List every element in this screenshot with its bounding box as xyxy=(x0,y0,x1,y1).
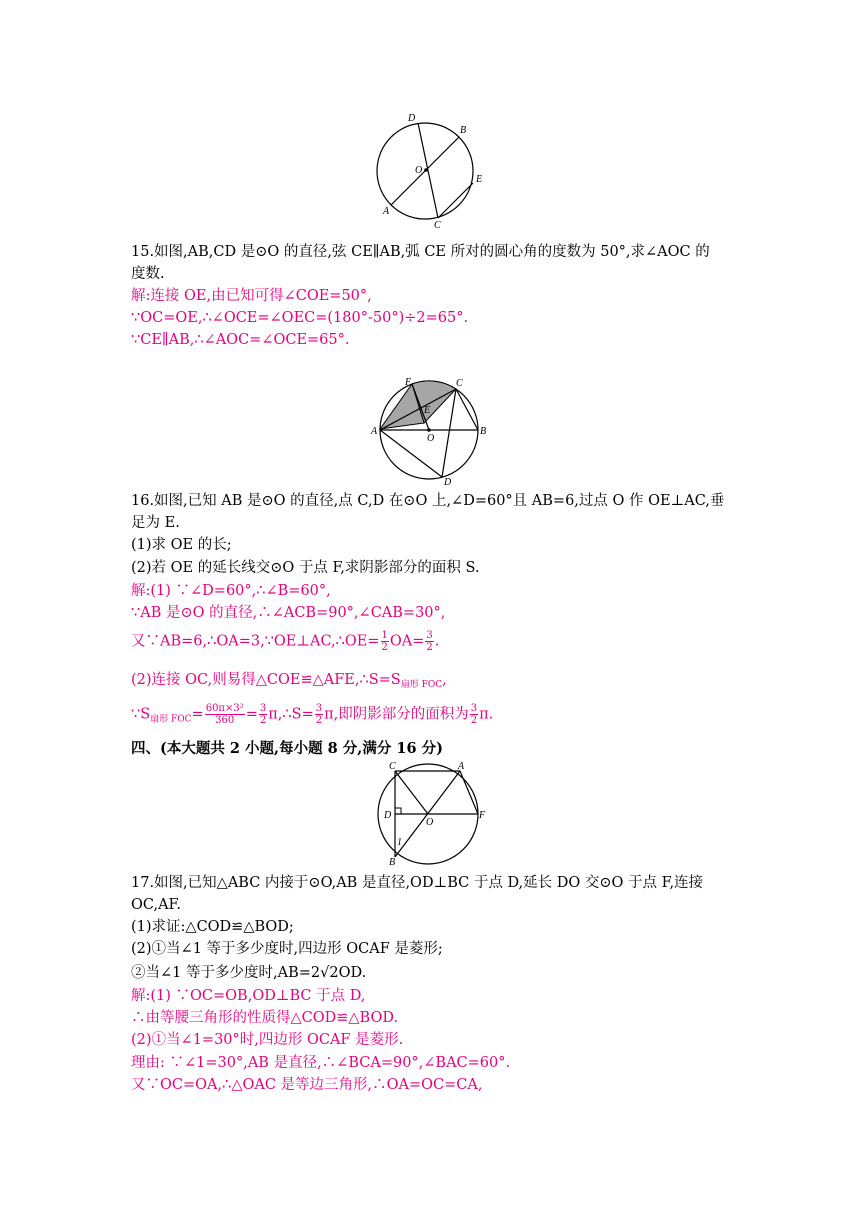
label-A: A xyxy=(383,206,390,217)
label-A: A xyxy=(458,761,465,772)
fraction-three-halves-3: $\frac{3}{2}$ xyxy=(315,703,323,726)
q16-sol5-text-a: ∵S xyxy=(131,706,151,723)
fraction-sector-area: $\frac{\text{60π×3²}}{360}$ xyxy=(205,703,244,726)
chord-af xyxy=(460,771,478,814)
q16-sol5-text-b: = xyxy=(245,706,258,723)
q16-sol5-eq: = xyxy=(191,706,204,723)
q16-solution-line1: 解:(1) ∵∠D=60°,∴∠B=60°, xyxy=(131,583,331,599)
q16-sol4-text-b: , xyxy=(442,672,447,688)
label-B: B xyxy=(480,426,487,437)
q17-question-line2: OC,AF. xyxy=(131,897,181,913)
q17-solution-line3: (2)①当∠1=30°时,四边形 OCAF 是菱形. xyxy=(131,1032,404,1048)
chord-bc xyxy=(456,389,478,430)
section-heading: 四、(本大题共 2 小题,每小题 8 分,满分 16 分) xyxy=(131,740,443,757)
fraction-three-halves: $\frac{3}{2}$ xyxy=(426,630,433,653)
label-C: C xyxy=(434,220,441,231)
fraction-three-halves-2: $\frac{3}{2}$ xyxy=(259,703,267,726)
label-C: C xyxy=(389,761,396,772)
label-C: C xyxy=(456,378,463,389)
label-O: O xyxy=(415,165,423,176)
q16-question-line3: (1)求 OE 的长; xyxy=(131,537,232,553)
fraction-three-halves-4: $\frac{3}{2}$ xyxy=(470,703,478,726)
label-B: B xyxy=(460,125,467,136)
q17-question-line4: (2)①当∠1 等于多少度时,四边形 OCAF 是菱形; xyxy=(131,941,443,957)
q16-question-line2: 足为 E. xyxy=(131,515,180,531)
q17-question-line1: 17.如图,已知△ABC 内接于⊙O,AB 是直径,OD⊥BC 于点 D,延长 DO 交⊙O 于点 F,连接 xyxy=(131,875,704,891)
q15-solution-line1: 解:连接 OE,由已知可得∠COE=50°, xyxy=(131,288,372,304)
label-A: A xyxy=(371,426,378,437)
q17-question-line3: (1)求证:△COD≌△BOD; xyxy=(131,919,294,935)
label-E: E xyxy=(424,405,431,416)
q16-sol5-subscript: 扇形 FOC xyxy=(150,714,192,725)
label-O: O xyxy=(427,433,435,444)
right-angle-mark xyxy=(395,808,401,814)
q16-sol3-text-c: . xyxy=(434,633,440,650)
figure-q15 xyxy=(370,108,490,233)
q16-question-line4: (2)若 OE 的延长线交⊙O 于点 F,求阴影部分的面积 S. xyxy=(131,560,480,576)
q15-question-line1: 15.如图,AB,CD 是⊙O 的直径,弦 CE∥AB,弧 CE 所对的圆心角的度数为 50°,求∠AOC 的 xyxy=(131,244,710,260)
figure-q16 xyxy=(368,373,493,488)
q15-solution-line2: ∵OC=OE,∴∠OCE=∠OEC=(180°-50°)÷2=65°. xyxy=(131,310,469,326)
label-F: F xyxy=(479,810,486,821)
q16-solution-line5 xyxy=(131,703,493,731)
q16-solution-line2: ∵AB 是⊙O 的直径,∴∠ACB=90°,∠CAB=30°, xyxy=(131,605,446,621)
q17-solution-line1: 解:(1) ∵OC=OB,OD⊥BC 于点 D, xyxy=(131,988,366,1004)
q17-question-line5 xyxy=(131,962,366,984)
center-dot xyxy=(427,428,431,432)
q16-sol5-text-c: π,∴S= xyxy=(268,706,314,723)
label-F: F xyxy=(405,377,412,388)
label-D: D xyxy=(408,113,416,124)
q16-sol4-subscript: 扇形 FOC xyxy=(400,680,443,690)
label-B: B xyxy=(389,857,396,868)
sqrt-two: √2 xyxy=(320,965,339,981)
center-dot xyxy=(424,168,428,172)
label-O: O xyxy=(426,817,434,828)
q16-sol3-text-b: OA= xyxy=(389,633,425,650)
q17-solution-line4: 理由: ∵∠1=30°,AB 是直径,∴∠BCA=90°,∠BAC=60°. xyxy=(131,1055,511,1071)
q15-solution-line3: ∵CE∥AB,∴∠AOC=∠OCE=65°. xyxy=(131,332,350,348)
q17-q5-text-a: ②当∠1 等于多少度时,AB=2 xyxy=(131,965,321,981)
label-angle-1: 1 xyxy=(397,837,402,848)
q16-solution-line4 xyxy=(131,669,447,696)
q16-solution-line3 xyxy=(131,630,439,653)
q16-sol5-text-e: π. xyxy=(479,706,494,723)
label-E: E xyxy=(476,174,483,185)
q17-solution-line2: ∴由等腰三角形的性质得△COD≌△BOD. xyxy=(131,1010,399,1026)
label-D: D xyxy=(384,810,392,821)
fraction-one-half: $\frac{1}{2}$ xyxy=(381,630,388,653)
chord-ce xyxy=(438,183,473,218)
q17-solution-line5: 又∵OC=OA,∴△OAC 是等边三角形,∴OA=OC=CA, xyxy=(131,1077,483,1093)
q16-sol4-text-a: (2)连接 OC,则易得△COE≌△AFE,∴S=S xyxy=(131,672,401,688)
q16-sol5-text-d: π,即阴影部分的面积为 xyxy=(324,706,469,723)
q17-q5-text-b: OD. xyxy=(338,965,367,981)
q15-question-line2: 度数. xyxy=(131,266,165,282)
label-D: D xyxy=(444,477,452,488)
figure-q17 xyxy=(375,761,490,871)
q16-question-line1: 16.如图,已知 AB 是⊙O 的直径,点 C,D 在⊙O 上,∠D=60°且 AB=6,过点 O 作 OE⊥AC,垂 xyxy=(131,493,725,509)
q16-sol3-text-a: 又∵AB=6,∴OA=3,∵OE⊥AC,∴OE= xyxy=(131,633,380,650)
